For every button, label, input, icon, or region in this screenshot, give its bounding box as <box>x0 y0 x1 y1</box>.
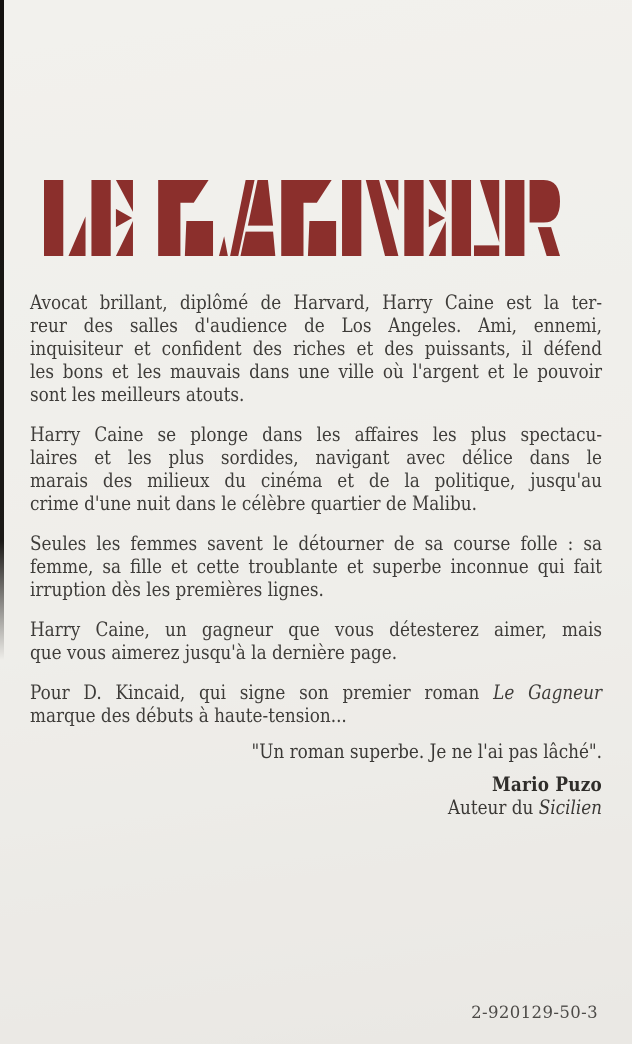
text-segment: que vous aimerez jusqu'à la dernière page. <box>30 640 398 664</box>
stencil-letter-U <box>452 180 499 256</box>
body-paragraph <box>30 681 602 727</box>
book-title <box>44 180 560 256</box>
text-line <box>30 641 602 664</box>
body-paragraph <box>30 291 602 406</box>
text-segment: Harry Caine, un gagneur que vous détesterez aimer, mais <box>30 617 603 641</box>
text-line <box>30 555 602 578</box>
author-quote-name: Mario Puzo <box>491 772 603 796</box>
text-segment: Le Gagneur <box>493 680 603 704</box>
text-line <box>30 383 602 406</box>
stencil-letter-A <box>219 180 275 256</box>
body-paragraph <box>30 532 602 601</box>
scan-edge-shadow <box>0 0 4 660</box>
text-line <box>30 681 602 704</box>
text-line <box>30 469 602 492</box>
body-paragraphs <box>30 291 602 727</box>
text-segment: Avocat brillant, diplômé de Harvard, Harry Caine est la ter- <box>30 290 603 314</box>
text-line <box>30 492 602 515</box>
text-segment: marais des milieux du cinéma et de la politique, jusqu'au <box>30 468 603 492</box>
text-segment: inquisiteur et confident des riches et des puissants, il défend <box>30 336 603 360</box>
body-paragraph <box>30 618 602 664</box>
text-segment: les bons et les mauvais dans une ville où l'argent et le pouvoir <box>30 359 603 383</box>
text-segment: Sicilien <box>538 795 603 819</box>
text-segment: irruption dès les premières lignes. <box>30 577 324 601</box>
stencil-letter-E <box>404 180 446 256</box>
text-segment: sont les meilleurs atouts. <box>30 382 245 406</box>
stencil-letter-R <box>505 180 560 256</box>
body-paragraph <box>30 423 602 515</box>
text-block <box>30 291 602 819</box>
text-line <box>30 314 602 337</box>
text-line <box>30 360 602 383</box>
title-stencil-art <box>44 180 560 256</box>
text-line <box>30 704 602 727</box>
text-segment: laires et les plus sordides, navigant avec délice dans le <box>30 445 603 469</box>
text-line <box>30 578 602 601</box>
text-segment: Harry Caine se plonge dans les affaires les plus spectacu- <box>30 422 603 446</box>
text-segment: reur des salles d'audience de Los Angeles. Ami, ennemi, <box>30 313 603 337</box>
stencil-letter-G <box>158 180 213 256</box>
stencil-letter-L <box>44 180 86 256</box>
text-segment: crime d'une nuit dans le célèbre quartier de Malibu. <box>30 491 477 515</box>
stencil-letter-E <box>91 180 133 256</box>
text-segment: Seules les femmes savent le détourner de sa course folle : sa <box>30 531 603 555</box>
stencil-letter-N <box>342 180 398 256</box>
text-segment: Auteur du <box>447 795 539 819</box>
back-cover-text-column <box>30 291 602 819</box>
text-line <box>30 532 602 555</box>
text-line <box>30 446 602 469</box>
text-segment: marque des débuts à haute-tension... <box>30 703 347 727</box>
text-line <box>30 618 602 641</box>
text-line <box>30 291 602 314</box>
isbn-number: 2-920129-50-3 <box>471 1003 598 1022</box>
stencil-letter-G <box>281 180 336 256</box>
text-segment: femme, sa fille et cette troublante et superbe inconnue qui fait <box>30 554 603 578</box>
text-line <box>30 337 602 360</box>
text-line <box>30 423 602 446</box>
text-segment: Pour D. Kincaid, qui signe son premier roman <box>30 680 494 704</box>
author-quote-role <box>30 796 602 819</box>
review-quote: "Un roman superbe. Je ne l'ai pas lâché". <box>251 739 603 763</box>
